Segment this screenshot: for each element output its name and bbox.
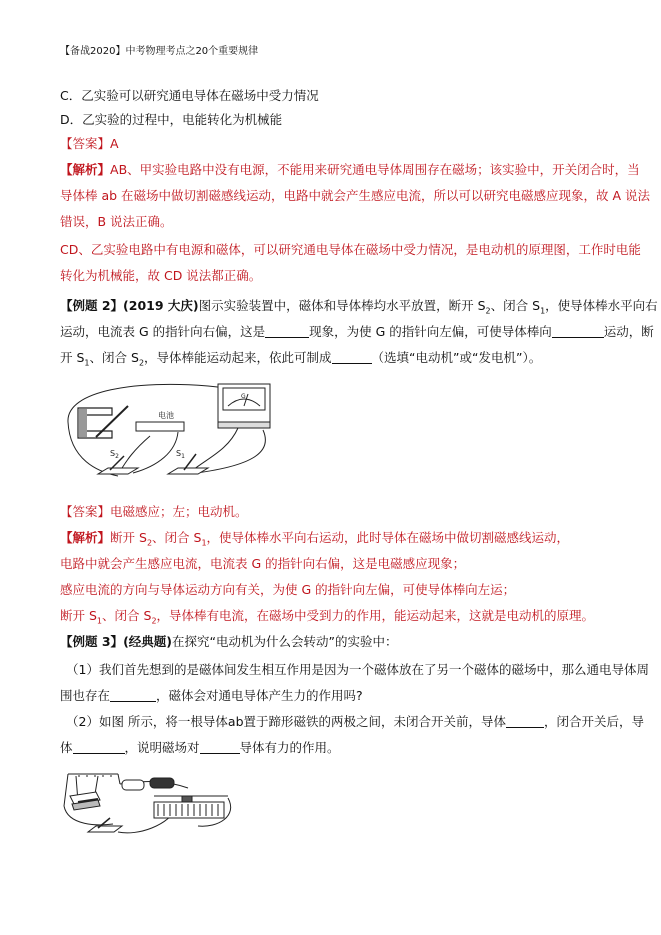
wire [188, 430, 265, 474]
answer-1: 【答案】A [60, 136, 119, 151]
option-c: C．乙实验可以研究通电导体在磁场中受力情况 [60, 88, 319, 103]
analysis-2-line-3: 感应电流的方向与导体运动方向有关，为使 G 的指针向左偏，可使导体棒向左运； [60, 582, 516, 597]
text-span: ，使导体棒水平向右运动，此时导体在磁场中做切割磁感线运动， [206, 530, 570, 545]
subscript: 1 [84, 358, 90, 368]
option-d: D．乙实验的过程中，电能转化为机械能 [60, 112, 283, 127]
wire [193, 428, 238, 470]
subscript: 2 [485, 306, 491, 316]
analysis-tag: 【解析】 [60, 530, 111, 545]
text-span: （选填“电动机”或“发电机”）。 [371, 350, 542, 365]
analysis-text: AB、甲实验电路中没有电源，不能用来研究通电导体周围存在磁场；该实验中，开关闭合时，当 [110, 162, 640, 177]
text-span: （2）如图 所示，将一根导体ab置于蹄形磁铁的两极之间，未闭合开关前，导体 [66, 714, 507, 729]
text-span: 断开 S [110, 530, 147, 545]
subscript: 1 [96, 616, 103, 626]
subscript: 1 [181, 453, 185, 460]
question-2-line-2 [60, 738, 605, 758]
circuit-figure-1 [58, 370, 288, 490]
subscript: 2 [151, 616, 157, 626]
apparatus-figure-2 [58, 766, 248, 848]
subscript: 2 [115, 453, 119, 460]
analysis-2-line-4 [60, 606, 605, 632]
text-span: 运动，断 [603, 324, 654, 339]
text-span: 导体有力的作用。 [239, 740, 340, 755]
example-2-line-2 [60, 322, 654, 342]
text-span: ，闭合开关后，导 [544, 714, 645, 729]
rheostat [154, 796, 228, 818]
battery-label: 电池 [158, 411, 174, 420]
battery-pack [122, 778, 174, 790]
subscript: 2 [146, 538, 153, 548]
text-span: 开 S [60, 350, 85, 365]
example-2-line-1 [60, 296, 658, 322]
answer-2: 【答案】电磁感应；左；电动机。 [60, 504, 248, 519]
question-1-line-1: （1）我们首先想到的是磁体间发生相互作用是因为一个磁体放在了另一个磁体的磁场中，那么通电导体周 [66, 662, 649, 677]
analysis-2-line-1 [60, 528, 605, 554]
text-span: 在探究“电动机为什么会转动”的实验中： [172, 634, 398, 649]
text-span: 体 [60, 740, 73, 755]
analysis-2-line-2: 电路中就会产生感应电流，电流表 G 的指针向右偏，这是电磁感应现象； [60, 556, 466, 571]
analysis-tag: 【解析】 [60, 162, 111, 177]
analysis-1-line-4: CD、乙实验电路中有电源和磁体，可以研究通电导体在磁场中受力情况，是电动机的原理图，工作时电能 [60, 242, 641, 257]
text-span: 现象，为使 G 的指针向左偏，可使导体棒向 [309, 324, 552, 339]
text-span: 、闭合 S [89, 350, 139, 365]
text-span: 、闭合 S [152, 530, 202, 545]
text-span: 图示实验装置中，磁体和导体棒均水平放置，断开 S [198, 298, 486, 313]
text-span: 断开 S [60, 608, 97, 623]
page-header: 【备战2020】中考物理考点之20个重要规律 [60, 46, 259, 57]
question-2-line-1 [66, 712, 645, 732]
galvanometer [218, 384, 270, 428]
text-span: ，说明磁场对 [124, 740, 200, 755]
text-span: 运动，电流表 G 的指针向右偏，这是 [60, 324, 266, 339]
answer-blank [200, 741, 240, 754]
meter-label: G [241, 393, 246, 400]
example-3-source: (经典题) [123, 634, 172, 649]
answer-blank [506, 715, 544, 728]
text-span: 、闭合 S [490, 298, 541, 313]
analysis-1-line-5: 转化为机械能，故 CD 说法都正确。 [60, 268, 262, 283]
wire [133, 432, 178, 473]
battery [136, 422, 184, 431]
text-span: 围也存在 [60, 688, 111, 703]
answer-blank [265, 325, 309, 338]
horseshoe-magnet [78, 408, 112, 438]
question-1-line-2 [60, 686, 605, 706]
text-span: ，磁体会对通电导体产生力的作用吗? [156, 688, 363, 703]
text-span: ，导体棒有电流，在磁场中受到力的作用，能运动起来，这就是电动机的原理。 [156, 608, 595, 623]
answer-blank [552, 325, 604, 338]
analysis-1-line-2: 导体棒 ab 在磁场中做切割磁感线运动，电路中就会产生感应电流，所以可以研究电磁感应现象，故 A 说法 [60, 188, 651, 203]
switch-s1-label: $S_1$ [176, 449, 185, 460]
text-span: ，使导体棒水平向右 [545, 298, 658, 313]
analysis-1-line-3: 错误，B 说法正确。 [60, 214, 173, 229]
text-span: 、闭合 S [102, 608, 152, 623]
subscript: 1 [201, 538, 207, 548]
subscript: 1 [540, 306, 546, 316]
text-span: ，导体棒能运动起来，依此可制成 [144, 350, 332, 365]
example-2-tag: 【例题 2】(2019 大庆) [60, 298, 199, 313]
example-3-title [60, 632, 605, 652]
switch-s2-label: $S_2$ [110, 449, 119, 460]
answer-blank [110, 689, 156, 702]
analysis-1-line-1 [60, 160, 640, 180]
example-3-tag: 【例题 3】 [60, 634, 124, 649]
subscript: 2 [138, 358, 145, 368]
answer-blank [332, 351, 372, 364]
answer-blank [73, 741, 125, 754]
